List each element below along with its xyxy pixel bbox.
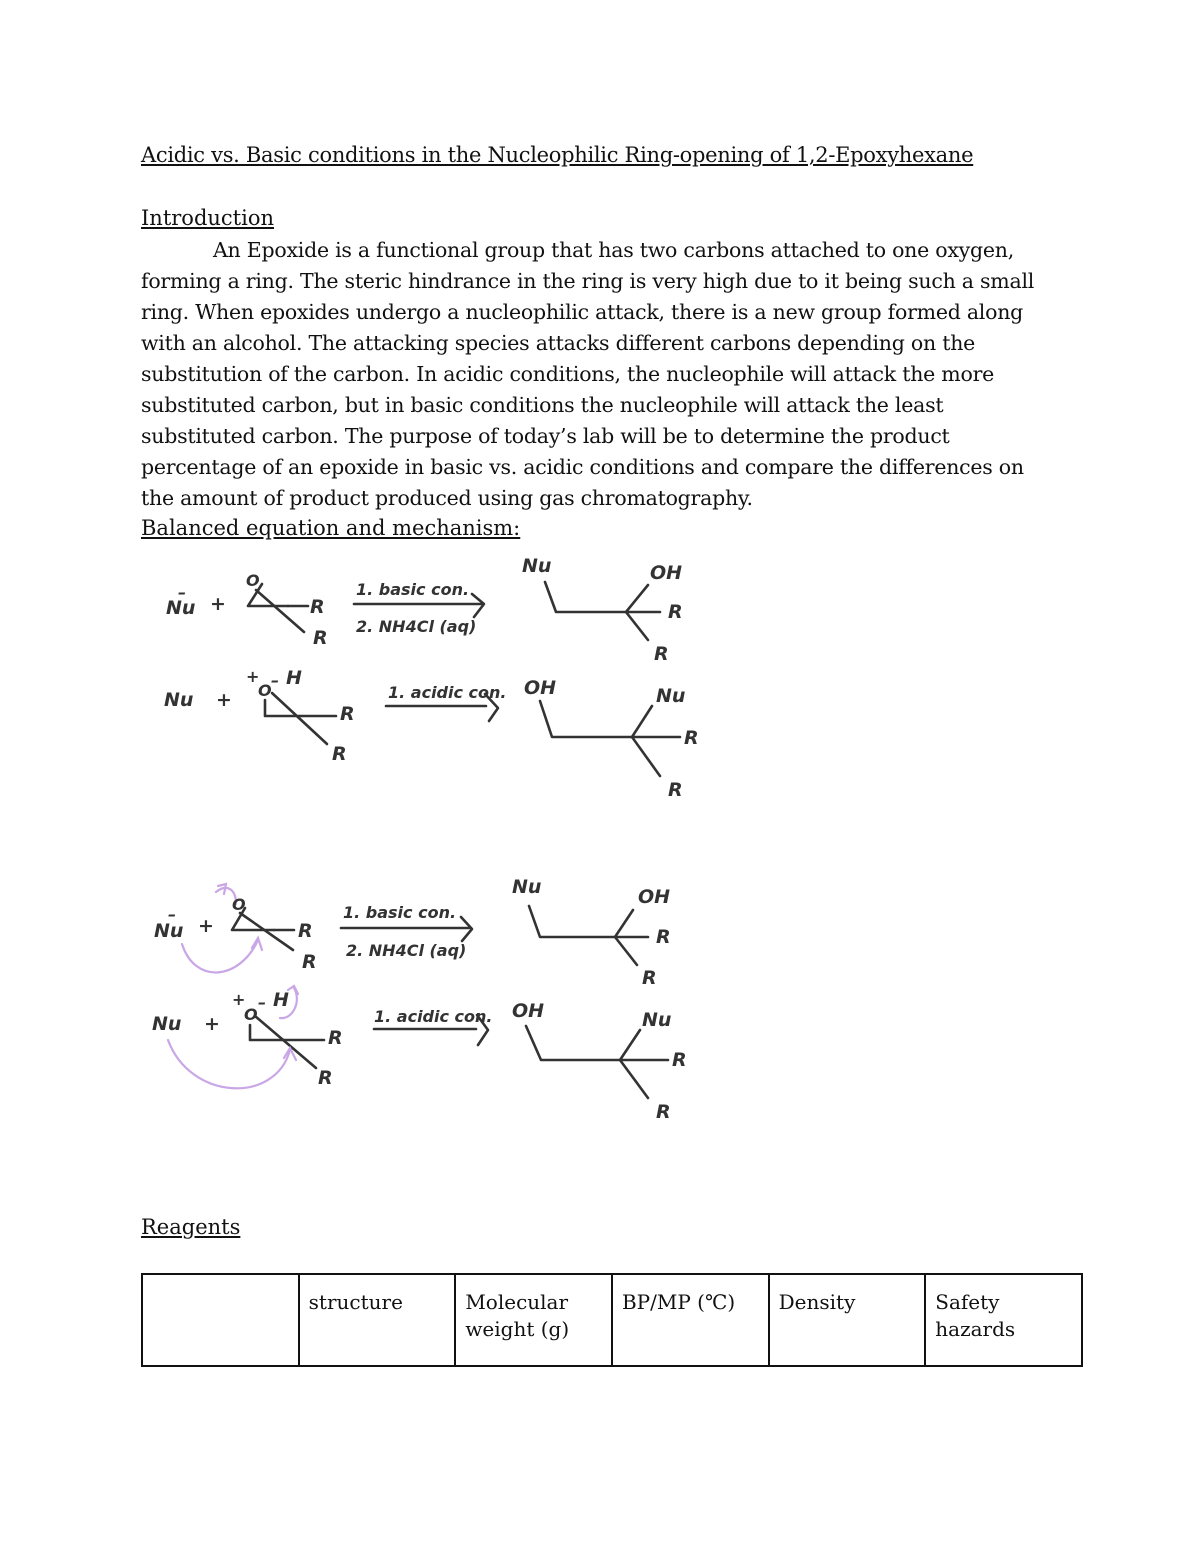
table-header-cell: Density (769, 1274, 926, 1366)
nu-label: Nu (166, 597, 196, 619)
negative-charge: – (168, 905, 176, 924)
table-header-cell: structure (299, 1274, 456, 1366)
table-header-row (142, 1274, 1082, 1366)
r-label: R (668, 601, 683, 623)
oh-label: OH (524, 677, 557, 699)
r-label: R (318, 1067, 333, 1089)
nu-label: Nu (656, 685, 686, 707)
reagent-step-1: 1. acidic con. (374, 1007, 493, 1026)
r-label: R (328, 1027, 343, 1049)
plus-sign: + (216, 689, 232, 711)
hydrogen-label: H (273, 989, 289, 1011)
reagent-step-2: 2. NH4Cl (aq) (356, 617, 477, 636)
scheme-acidic-1 (265, 693, 680, 776)
positive-charge: + (232, 990, 246, 1009)
reagents-heading: Reagents (141, 1215, 241, 1239)
r-label: R (672, 1049, 687, 1071)
oh-label: OH (512, 1000, 545, 1022)
r-label: R (310, 596, 325, 618)
hydrogen-label: H (286, 667, 302, 689)
introduction-text: An Epoxide is a functional group that has two carbons attached to one oxygen, forming a ring. The steric hindrance in the ring is very high due to it being such a small ring. When epoxides undergo a nucleophilic attack, there is a new group formed along with an alcohol. The attacking species attacks different carbons depending on the substitution of the carbon. In acidic conditions, the nucleophile will attack the more substituted carbon, but in basic conditions the nucleophile will attack the least substituted carbon. The purpose of today’s lab will be to determine the product percentage of an epoxide in basic vs. acidic conditions and compare the differences on the amount of product produced using gas chromatography. (141, 238, 1035, 510)
nu-label: Nu (154, 920, 184, 942)
r-label: R (642, 967, 657, 989)
plus-sign: + (198, 915, 214, 937)
mechanism-heading: Balanced equation and mechanism: (141, 516, 521, 540)
table-header-cell: Molecular weight (g) (455, 1274, 612, 1366)
bond-dash: – (258, 993, 266, 1012)
r-label: R (668, 779, 683, 801)
oxygen-label: O (232, 895, 246, 914)
oh-label: OH (650, 562, 683, 584)
reagent-step-1: 1. basic con. (343, 903, 457, 922)
reagent-step-1: 1. basic con. (356, 580, 470, 599)
plus-sign: + (204, 1013, 220, 1035)
reagents-table (141, 1273, 1083, 1367)
page-title: Acidic vs. Basic conditions in the Nucleophilic Ring-opening of 1,2-Epoxyhexane (141, 143, 974, 167)
introduction-heading: Introduction (141, 206, 274, 230)
r-label: R (656, 926, 671, 948)
oxygen-label: O (244, 1005, 258, 1024)
nu-label: Nu (522, 555, 552, 577)
oxygen-label: O (258, 681, 272, 700)
r-label: R (656, 1101, 671, 1123)
reagent-step-1: 1. acidic con. (388, 683, 507, 702)
r-label: R (684, 727, 699, 749)
r-label: R (313, 627, 328, 649)
positive-charge: + (246, 667, 260, 686)
r-label: R (340, 703, 355, 725)
nu-label: Nu (164, 689, 194, 711)
r-label: R (302, 951, 317, 973)
electron-arrows (168, 884, 298, 1088)
nu-label: Nu (512, 876, 542, 898)
table-header-cell (142, 1274, 299, 1366)
scheme-acidic-2 (250, 1015, 668, 1098)
r-label: R (654, 643, 669, 665)
table-header-cell: BP/MP (℃) (612, 1274, 769, 1366)
r-label: R (332, 743, 347, 765)
nu-label: Nu (642, 1009, 672, 1031)
nu-label: Nu (152, 1013, 182, 1035)
table-header-cell: Safety hazards (925, 1274, 1082, 1366)
plus-sign: + (210, 593, 226, 615)
negative-charge: – (178, 583, 186, 602)
reagent-step-2: 2. NH4Cl (aq) (346, 941, 467, 960)
r-label: R (298, 920, 313, 942)
oh-label: OH (638, 886, 671, 908)
oxygen-label: O (246, 571, 260, 590)
bond-dash: – (271, 671, 279, 690)
